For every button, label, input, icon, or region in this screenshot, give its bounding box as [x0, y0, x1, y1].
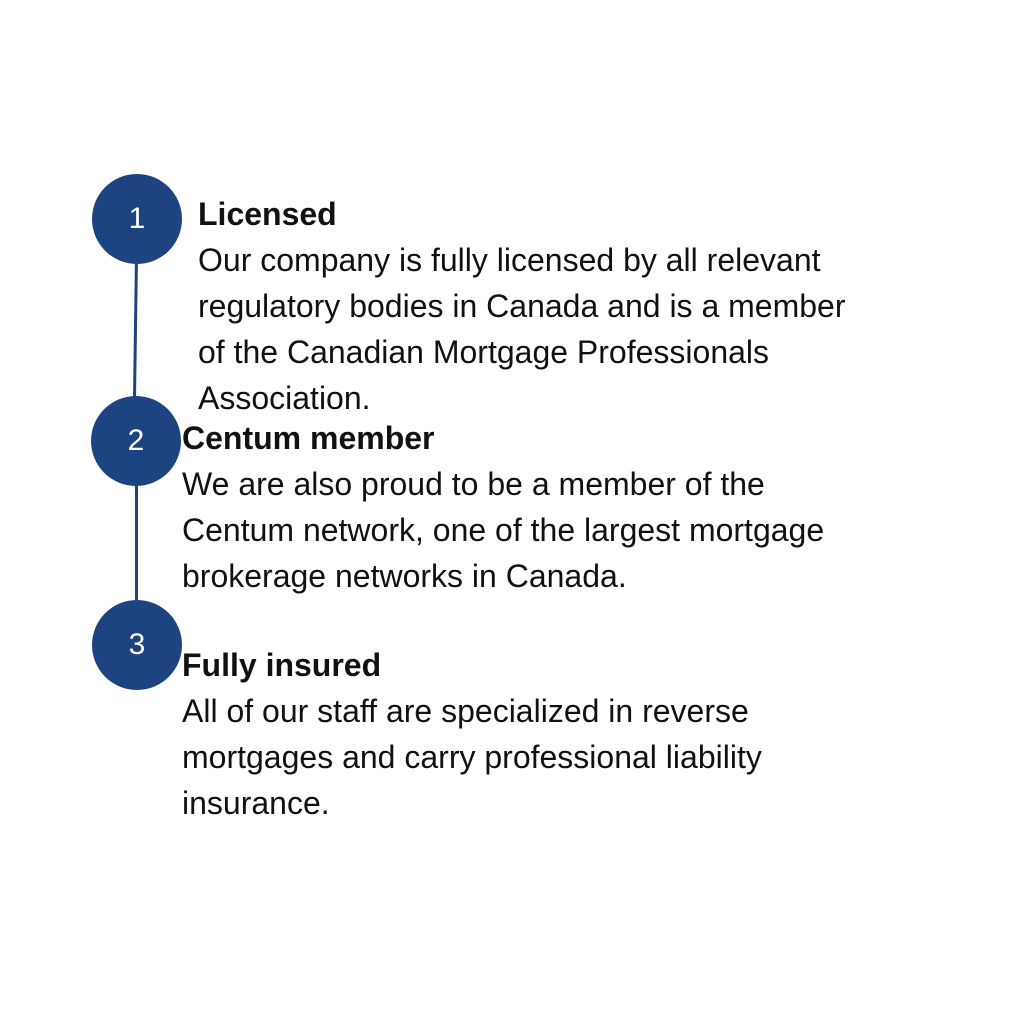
step-3-title: Fully insured — [182, 647, 382, 683]
step-2-content — [182, 415, 982, 599]
step-1-content — [198, 191, 988, 421]
step-2-number: 2 — [127, 424, 145, 457]
step-1-description-line-1: Our company is fully licensed by all relevant — [198, 242, 821, 278]
timeline-connector-1-2 — [133, 255, 138, 405]
step-3-content — [182, 642, 982, 826]
step-2-title: Centum member — [182, 420, 435, 456]
step-3-description-line-2: mortgages and carry professional liability — [182, 739, 762, 775]
timeline-connector-2-3 — [135, 480, 138, 610]
step-1-description-line-2: regulatory bodies in Canada and is a member — [198, 288, 846, 324]
step-2-description-line-1: We are also proud to be a member of the — [182, 466, 765, 502]
step-1-number-circle — [92, 174, 182, 264]
step-1-description-line-4: Association. — [198, 380, 371, 416]
step-1-title: Licensed — [198, 196, 337, 232]
step-1-description-line-3: of the Canadian Mortgage Professionals — [198, 334, 770, 370]
step-3-description-line-3: insurance. — [182, 785, 330, 821]
step-3-number: 3 — [128, 628, 146, 661]
step-3-number-circle — [92, 600, 182, 690]
step-3-description-line-1: All of our staff are specialized in reverse — [182, 693, 749, 729]
step-2-description-line-2: Centum network, one of the largest mortgage — [182, 512, 825, 548]
step-2-number-circle — [91, 396, 181, 486]
step-2-description-line-3: brokerage networks in Canada. — [182, 558, 627, 594]
step-1-number: 1 — [128, 202, 146, 235]
